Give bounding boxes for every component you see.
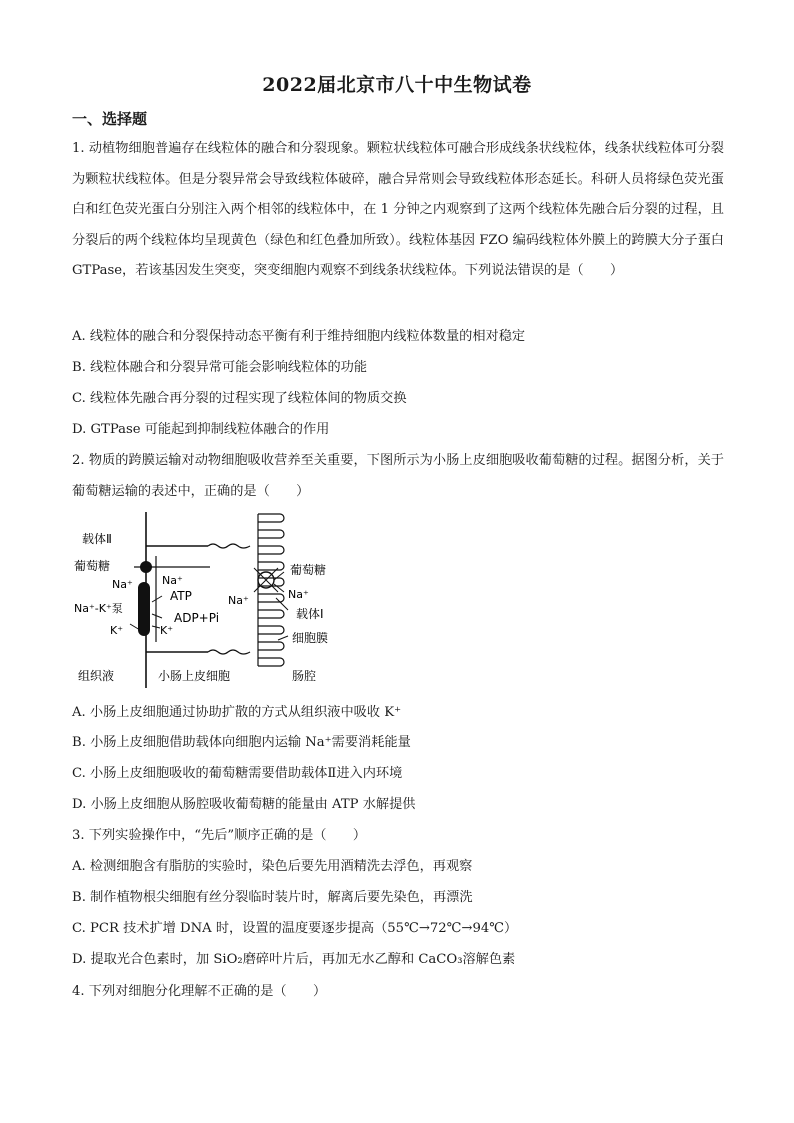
label-atp: ATP (170, 589, 192, 603)
question-2-option-d: D. 小肠上皮细胞从肠腔吸收葡萄糖的能量由 ATP 水解提供 (72, 797, 416, 812)
label-pump: Na⁺-K⁺泵 (74, 602, 123, 615)
question-1-option-b: B. 线粒体融合和分裂异常可能会影响线粒体的功能 (72, 360, 368, 375)
question-3-option-a: A. 检测细胞含有脂肪的实验时，染色后要先用酒精洗去浮色，再观察 (72, 859, 473, 874)
label-tissue-fluid: 组织液 (78, 669, 115, 683)
label-na-right-1: Na⁺ (228, 594, 249, 607)
label-carrier-1: 载体Ⅰ (296, 607, 324, 621)
label-cell: 小肠上皮细胞 (158, 669, 231, 683)
question-3-option-d: D. 提取光合色素时，加 SiO₂磨碎叶片后，再加无水乙醇和 CaCO₃溶解色素 (72, 952, 516, 967)
question-1-option-c: C. 线粒体先融合再分裂的过程实现了线粒体间的物质交换 (72, 391, 407, 406)
question-1-stem: 1. 动植物细胞普遍存在线粒体的融合和分裂现象。颗粒状线粒体可融合形成线条状线粒体，线条状线粒体可分裂为颗粒状线粒体。但是分裂异常会导致线粒体破碎，融合异常则会导致线粒体形态延长。科研人员将绿色荧光蛋白和红色荧光蛋白分别注入两个相邻的线粒体中，在 1 分钟之内观察到了这两个线粒体先融合后分裂的过程，且分裂后的两个线粒体均呈现黄色（绿色和红色叠加所致）。线粒体基因 FZO 编码线粒体外膜上的跨膜大分子蛋白 GTPase，若该基因发生突变，突变细胞内观察不到线条状线粒体。下列说法错误的是（ ） (72, 141, 724, 278)
question-2-stem: 2. 物质的跨膜运输对动物细胞吸收营养至关重要，下图所示为小肠上皮细胞吸收葡萄糖的过程。据图分析，关于葡萄糖运输的表述中，正确的是（ ） (72, 453, 724, 499)
label-glucose-right: 葡萄糖 (290, 563, 327, 577)
label-adp: ADP+Pi (174, 611, 220, 625)
na-k-pump-shape (138, 582, 150, 636)
label-membrane: 细胞膜 (292, 631, 329, 645)
label-carrier-2: 载体Ⅱ (82, 532, 112, 546)
question-1-option-a: A. 线粒体的融合和分裂保持动态平衡有利于维持细胞内线粒体数量的相对稳定 (72, 329, 526, 344)
question-4-stem: 4. 下列对细胞分化理解不正确的是（ ） (72, 984, 327, 999)
label-lumen: 肠腔 (292, 669, 317, 683)
question-2-option-b: B. 小肠上皮细胞借助载体向细胞内运输 Na⁺需要消耗能量 (72, 735, 411, 750)
question-2-option-c: C. 小肠上皮细胞吸收的葡萄糖需要借助载体Ⅱ进入内环境 (72, 766, 403, 781)
label-na-in: Na⁺ (112, 578, 133, 591)
question-3-stem: 3. 下列实验操作中，“先后”顺序正确的是（ ） (72, 828, 367, 843)
label-na-out: Na⁺ (162, 574, 183, 587)
section-heading: 一、选择题 (72, 110, 148, 128)
question-3-option-b: B. 制作植物根尖细胞有丝分裂临时装片时，解离后要先染色，再漂洗 (72, 890, 473, 905)
label-k-left: K⁺ (110, 624, 124, 637)
question-1-option-d: D. GTPase 可能起到抑制线粒体融合的作用 (72, 422, 330, 437)
question-2-option-a: A. 小肠上皮细胞通过协助扩散的方式从组织液中吸收 K⁺ (72, 705, 402, 720)
question-3-option-c: C. PCR 技术扩增 DNA 时，设置的温度要逐步提高（55℃→72℃→94℃） (72, 921, 518, 936)
page-title: 2022届北京市八十中生物试卷 (262, 74, 532, 96)
glucose-transport-figure (70, 510, 350, 690)
label-glucose-left: 葡萄糖 (74, 559, 111, 573)
label-na-right-2: Na⁺ (288, 588, 309, 601)
label-k-right: K⁺ (160, 624, 174, 637)
